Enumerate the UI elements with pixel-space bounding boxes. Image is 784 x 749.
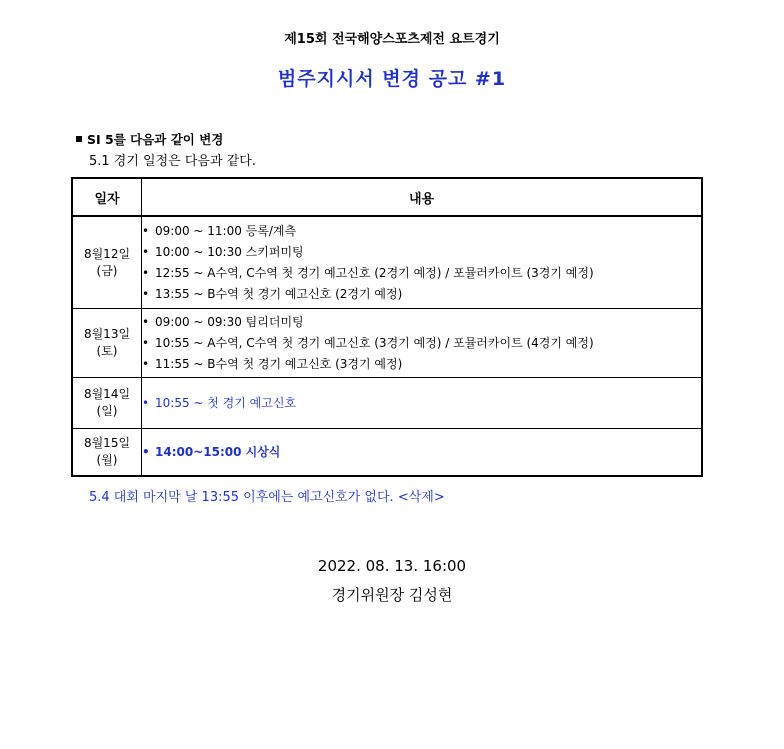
bullet-icon: • <box>142 335 150 350</box>
weekday-text: (월) <box>96 453 118 467</box>
schedule-item <box>142 221 701 242</box>
schedule-table <box>71 177 703 477</box>
bullet-icon: • <box>142 244 150 259</box>
schedule-item-text: 10:00 ~ 10:30 스키퍼미팅 <box>155 244 304 259</box>
schedule-item <box>142 333 701 354</box>
schedule-item-text: 11:55 ~ B수역 첫 경기 예고신호 (3경기 예정) <box>155 356 403 371</box>
schedule-item <box>142 242 701 263</box>
table-row <box>72 378 702 429</box>
date-cell <box>72 216 142 309</box>
schedule-item-text: 12:55 ~ A수역, C수역 첫 경기 예고신호 (2경기 예정) / 포뮬러카이트 (3경기 예정) <box>155 265 594 280</box>
schedule-item <box>142 393 701 414</box>
schedule-item <box>142 263 701 284</box>
bullet-icon: • <box>142 444 150 459</box>
schedule-item-text: 13:55 ~ B수역 첫 경기 예고신호 (2경기 예정) <box>155 286 403 301</box>
schedule-item-text: 09:00 ~ 09:30 팀리더미팅 <box>155 314 304 329</box>
clause-5-4-deleted: 5.4 대회 마지막 날 13:55 이후에는 예고신호가 없다. <삭제> <box>89 490 445 505</box>
header-content: 내용 <box>142 178 703 216</box>
table-row <box>72 309 702 378</box>
signature-datetime: 2022. 08. 13. 16:00 <box>317 557 467 575</box>
table-row <box>72 429 702 477</box>
bullet-icon: • <box>142 395 150 410</box>
schedule-item-text: 09:00 ~ 11:00 등록/계측 <box>155 223 297 238</box>
schedule-item-text: 14:00~15:00 시상식 <box>155 444 281 459</box>
signature-signer: 경기위원장 김성현 <box>331 586 453 604</box>
content-cell <box>142 378 703 429</box>
date-cell <box>72 429 142 477</box>
section-heading-text: SI 5를 다음과 같이 변경 <box>87 132 224 147</box>
schedule-item <box>142 442 701 463</box>
table-header-row <box>72 178 702 216</box>
date-cell <box>72 309 142 378</box>
date-text: 8월13일 <box>83 327 131 341</box>
schedule-item-text: 10:55 ~ 첫 경기 예고신호 <box>155 395 297 410</box>
date-text: 8월14일 <box>83 387 131 401</box>
bullet-icon: • <box>142 356 150 371</box>
section-heading <box>76 130 223 148</box>
table-row <box>72 216 702 309</box>
header-date: 일자 <box>72 178 142 216</box>
schedule-item-text: 10:55 ~ A수역, C수역 첫 경기 예고신호 (3경기 예정) / 포뮬러카이트 (4경기 예정) <box>155 335 594 350</box>
clause-5-1: 5.1 경기 일정은 다음과 같다. <box>89 154 256 169</box>
square-bullet-icon <box>76 136 82 142</box>
schedule-item <box>142 354 701 375</box>
event-subtitle: 제15회 전국해양스포츠제전 요트경기 <box>284 32 500 47</box>
date-text: 8월12일 <box>83 246 131 261</box>
content-cell <box>142 216 703 309</box>
weekday-text: (금) <box>96 263 118 278</box>
schedule-item <box>142 312 701 333</box>
notice-title: 범주지시서 변경 공고 #1 <box>277 68 507 90</box>
date-cell <box>72 378 142 429</box>
bullet-icon: • <box>142 265 150 280</box>
bullet-icon: • <box>142 314 150 329</box>
schedule-item <box>142 284 701 305</box>
bullet-icon: • <box>142 286 150 301</box>
weekday-text: (토) <box>96 344 118 358</box>
content-cell <box>142 309 703 378</box>
weekday-text: (일) <box>96 404 118 418</box>
bullet-icon: • <box>142 223 150 238</box>
date-text: 8월15일 <box>83 436 131 450</box>
content-cell <box>142 429 703 477</box>
